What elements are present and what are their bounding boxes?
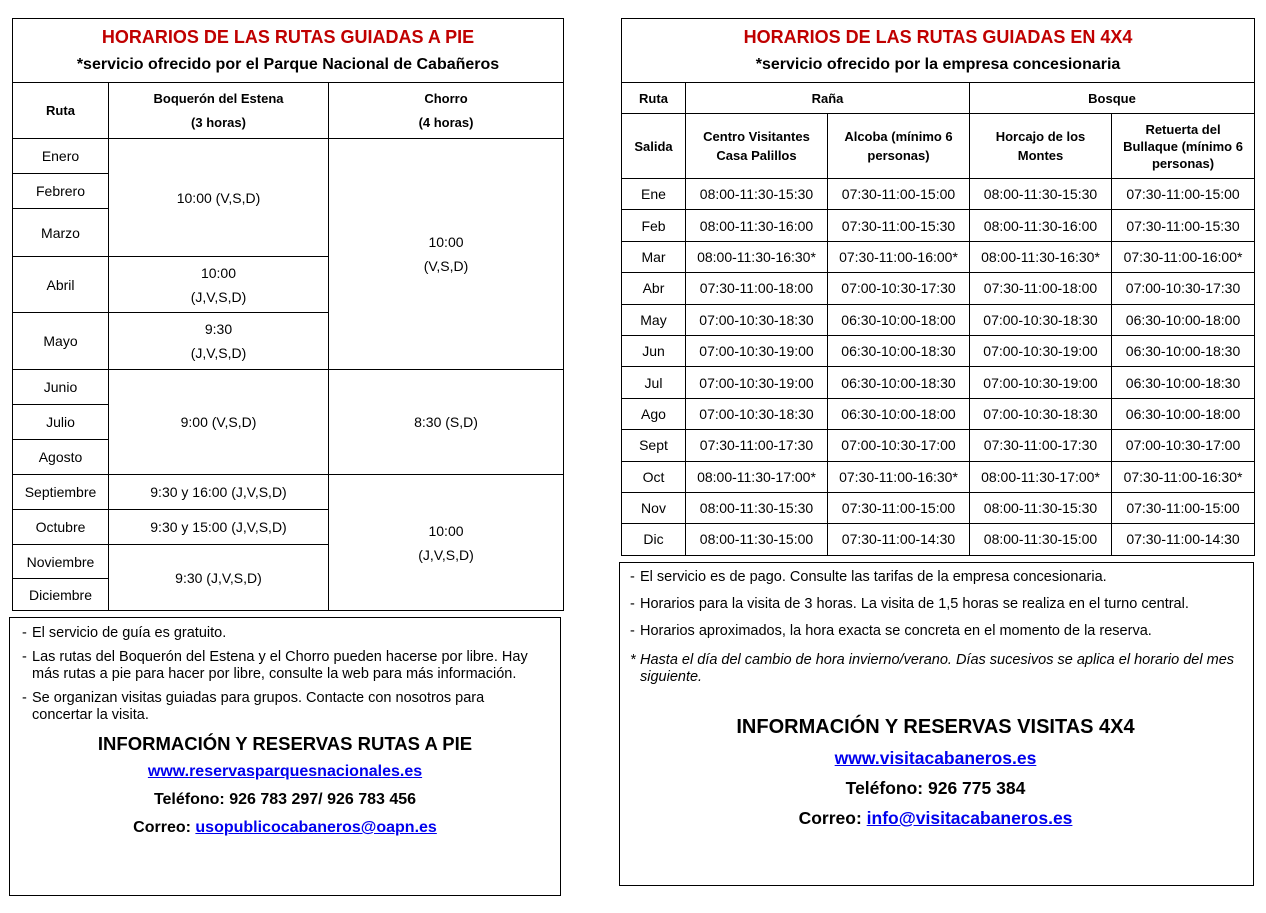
schedule-cell: 06:30-10:00-18:00: [828, 398, 970, 429]
table-row: [622, 492, 1255, 523]
walking-table-header: [13, 19, 564, 83]
month-cell: Feb: [622, 210, 686, 241]
schedule-cell: 07:00-10:30-17:00: [828, 430, 970, 461]
schedule-cell: 07:30-11:00-16:30*: [828, 461, 970, 492]
schedule-cell: 06:30-10:00-18:30: [828, 335, 970, 366]
schedule-cell: 07:00-10:30-19:00: [970, 335, 1112, 366]
note-item: - Se organizan visitas guiadas para grupos. Contacte con nosotros para concertar la visita.: [22, 690, 485, 723]
table-row: [622, 210, 1255, 241]
table-row: [622, 398, 1255, 429]
chorro-ene-may: 10:00 (V,S,D): [329, 139, 564, 370]
walking-table-title: HORARIOS DE LAS RUTAS GUIADAS A PIE: [101, 26, 475, 47]
table-row: [622, 461, 1255, 492]
schedule-cell: 06:30-10:00-18:30: [828, 367, 970, 398]
schedule-cell: 07:00-10:30-19:00: [686, 335, 828, 366]
schedule-cell: 06:30-10:00-18:30: [1112, 367, 1255, 398]
schedule-cell: 06:30-10:00-18:00: [1112, 398, 1255, 429]
note-item: - Horarios aproximados, la hora exacta se concreta en el momento de la reserva.: [630, 623, 1152, 639]
col-header-retuerta: Retuerta del Bullaque (mínimo 6 personas): [1112, 114, 1255, 179]
walking-info-title: INFORMACIÓN Y RESERVAS RUTAS A PIE: [97, 733, 473, 754]
schedule-cell: 07:00-10:30-17:00: [1112, 430, 1255, 461]
month-cell: Septiembre: [13, 475, 109, 510]
chorro-name: Chorro: [424, 90, 468, 106]
schedule-cell: 07:30-11:00-15:30: [1112, 210, 1255, 241]
chorro-duration: (4 horas): [418, 114, 474, 130]
table-row: [622, 367, 1255, 398]
jeep-table-body: [622, 179, 1255, 556]
jeep-phone-line: Teléfono: 926 775 384: [845, 778, 1026, 798]
month-cell: May: [622, 304, 686, 335]
schedule-cell: 07:30-11:00-14:30: [828, 524, 970, 555]
col-header-salida: Salida: [622, 114, 686, 179]
schedule-cell: 08:00-11:30-17:00*: [970, 461, 1112, 492]
walking-web-link[interactable]: www.reservasparquesnacionales.es: [147, 763, 423, 780]
jeep-info-title: INFORMACIÓN Y RESERVAS VISITAS 4X4: [736, 716, 1135, 738]
schedule-cell: 08:00-11:30-17:00*: [686, 461, 828, 492]
jeep-info-box: [619, 562, 1254, 886]
note-item: - Horarios para la visita de 3 horas. La visita de 1,5 horas se realiza en el turno central.: [630, 596, 1189, 612]
col-header-ruta: Ruta: [13, 83, 109, 139]
walking-routes-table: [12, 18, 564, 611]
month-cell: Sept: [622, 430, 686, 461]
schedule-cell: 07:30-11:00-18:00: [970, 273, 1112, 304]
walking-phone: 926 783 297/ 926 783 456: [229, 791, 417, 808]
month-cell: Ene: [622, 179, 686, 210]
boqueron-oct: 9:30 y 15:00 (J,V,S,D): [109, 510, 329, 545]
footnote: * Hasta el día del cambio de hora invierno/verano. Días sucesivos se aplica el horario del mes siguiente.: [630, 652, 1235, 685]
month-cell: Junio: [13, 370, 109, 405]
month-cell: Mayo: [13, 313, 109, 370]
note-item: - El servicio de guía es gratuito.: [22, 625, 227, 641]
jeep-table-title: HORARIOS DE LAS RUTAS GUIADAS EN 4X4: [743, 26, 1133, 47]
schedule-cell: 06:30-10:00-18:00: [828, 304, 970, 335]
schedule-cell: 07:00-10:30-19:00: [686, 367, 828, 398]
schedule-cell: 07:30-11:00-15:00: [1112, 492, 1255, 523]
month-cell: Abr: [622, 273, 686, 304]
col-header-alcoba: Alcoba (mínimo 6 personas): [828, 114, 970, 179]
jeep-phone: 926 775 384: [928, 778, 1026, 798]
schedule-cell: 07:30-11:00-15:00: [828, 492, 970, 523]
group-header-bosque: Bosque: [970, 83, 1255, 114]
note-item: - El servicio es de pago. Consulte las tarifas de la empresa concesionaria.: [630, 569, 1107, 585]
group-header-rana: Raña: [686, 83, 970, 114]
schedule-cell: 07:30-11:00-17:30: [686, 430, 828, 461]
schedule-cell: 08:00-11:30-15:30: [970, 492, 1112, 523]
month-cell: Noviembre: [13, 545, 109, 579]
table-row: [622, 273, 1255, 304]
month-cell: Febrero: [13, 174, 109, 209]
schedule-cell: 07:00-10:30-19:00: [970, 367, 1112, 398]
schedule-cell: 07:30-11:00-15:30: [828, 210, 970, 241]
schedule-cell: 07:30-11:00-16:00*: [828, 241, 970, 272]
month-cell: Mar: [622, 241, 686, 272]
table-row: [622, 179, 1255, 210]
table-row: [622, 304, 1255, 335]
schedule-cell: 06:30-10:00-18:30: [1112, 335, 1255, 366]
schedule-cell: 08:00-11:30-16:00: [970, 210, 1112, 241]
chorro-jun-ago: 8:30 (S,D): [329, 370, 564, 475]
jeep-mail-link[interactable]: info@visitacabaneros.es: [866, 808, 1073, 828]
month-cell: Abril: [13, 257, 109, 313]
table-row: [622, 335, 1255, 366]
schedule-cell: 06:30-10:00-18:00: [1112, 304, 1255, 335]
schedule-cell: 08:00-11:30-15:30: [686, 492, 828, 523]
walking-table-subtitle: *servicio ofrecido por el Parque Nacional de Cabañeros: [76, 55, 500, 73]
table-row: [622, 241, 1255, 272]
schedule-cell: 07:00-10:30-18:30: [686, 304, 828, 335]
schedule-cell: 07:30-11:00-17:30: [970, 430, 1112, 461]
jeep-table-header: [622, 19, 1255, 83]
schedule-cell: 07:30-11:00-15:00: [828, 179, 970, 210]
month-cell: Enero: [13, 139, 109, 174]
boqueron-sep: 9:30 y 16:00 (J,V,S,D): [109, 475, 329, 510]
boqueron-may: 9:30 (J,V,S,D): [109, 313, 329, 370]
col-header-casa-palillos: Centro Visitantes Casa Palillos: [686, 114, 828, 179]
month-cell: Diciembre: [13, 579, 109, 611]
jeep-web-link[interactable]: www.visitacabaneros.es: [834, 748, 1037, 768]
schedule-cell: 07:30-11:00-14:30: [1112, 524, 1255, 555]
month-cell: Ago: [622, 398, 686, 429]
schedule-cell: 08:00-11:30-15:30: [686, 179, 828, 210]
jeep-routes-table: [621, 18, 1255, 556]
boqueron-duration: (3 horas): [191, 114, 246, 130]
schedule-cell: 07:00-10:30-17:30: [1112, 273, 1255, 304]
note-item: - Las rutas del Boquerón del Estena y el Chorro pueden hacerse por libre. Hay más rutas a pie para hacer por libre, consulte la web para más información.: [22, 649, 528, 682]
month-cell: Jun: [622, 335, 686, 366]
month-cell: Oct: [622, 461, 686, 492]
table-row: [622, 524, 1255, 555]
month-cell: Octubre: [13, 510, 109, 545]
schedule-cell: 07:00-10:30-18:30: [970, 398, 1112, 429]
boqueron-jun-ago: 9:00 (V,S,D): [109, 370, 329, 475]
col-header-chorro: [329, 83, 564, 139]
schedule-cell: 07:30-11:00-15:00: [1112, 179, 1255, 210]
col-header-ruta: Ruta: [622, 83, 686, 114]
boqueron-abr: 10:00 (J,V,S,D): [109, 257, 329, 313]
schedule-cell: 08:00-11:30-15:00: [970, 524, 1112, 555]
month-cell: Marzo: [13, 209, 109, 257]
boqueron-nov-dic: 9:30 (J,V,S,D): [109, 545, 329, 611]
boqueron-name: Boquerón del Estena: [153, 90, 284, 106]
schedule-cell: 07:30-11:00-18:00: [686, 273, 828, 304]
schedule-cell: 08:00-11:30-15:00: [686, 524, 828, 555]
schedule-cell: 08:00-11:30-16:30*: [970, 241, 1112, 272]
walking-mail-link[interactable]: usopublicocabaneros@oapn.es: [195, 819, 437, 836]
table-row: [622, 430, 1255, 461]
month-cell: Nov: [622, 492, 686, 523]
chorro-sep-dic: 10:00 (J,V,S,D): [329, 475, 564, 611]
walking-phone-line: Teléfono: 926 783 297/ 926 783 456: [153, 791, 417, 808]
walking-mail-line: Correo: usopublicocabaneros@oapn.es: [133, 819, 437, 836]
schedule-cell: 08:00-11:30-16:30*: [686, 241, 828, 272]
month-cell: Julio: [13, 405, 109, 440]
month-cell: Agosto: [13, 440, 109, 475]
col-header-boqueron: [109, 83, 329, 139]
jeep-table-subtitle: *servicio ofrecido por la empresa concesionaria: [755, 55, 1121, 73]
walking-info-box: [9, 617, 561, 896]
boqueron-ene-mar: 10:00 (V,S,D): [109, 139, 329, 257]
schedule-cell: 07:00-10:30-17:30: [828, 273, 970, 304]
month-cell: Dic: [622, 524, 686, 555]
schedule-cell: 08:00-11:30-16:00: [686, 210, 828, 241]
schedule-cell: 07:30-11:00-16:30*: [1112, 461, 1255, 492]
schedule-cell: 07:30-11:00-16:00*: [1112, 241, 1255, 272]
schedule-cell: 07:00-10:30-18:30: [686, 398, 828, 429]
jeep-mail-line: Correo: info@visitacabaneros.es: [798, 808, 1073, 828]
month-cell: Jul: [622, 367, 686, 398]
schedule-cell: 07:00-10:30-18:30: [970, 304, 1112, 335]
col-header-horcajo: Horcajo de los Montes: [970, 114, 1112, 179]
schedule-cell: 08:00-11:30-15:30: [970, 179, 1112, 210]
